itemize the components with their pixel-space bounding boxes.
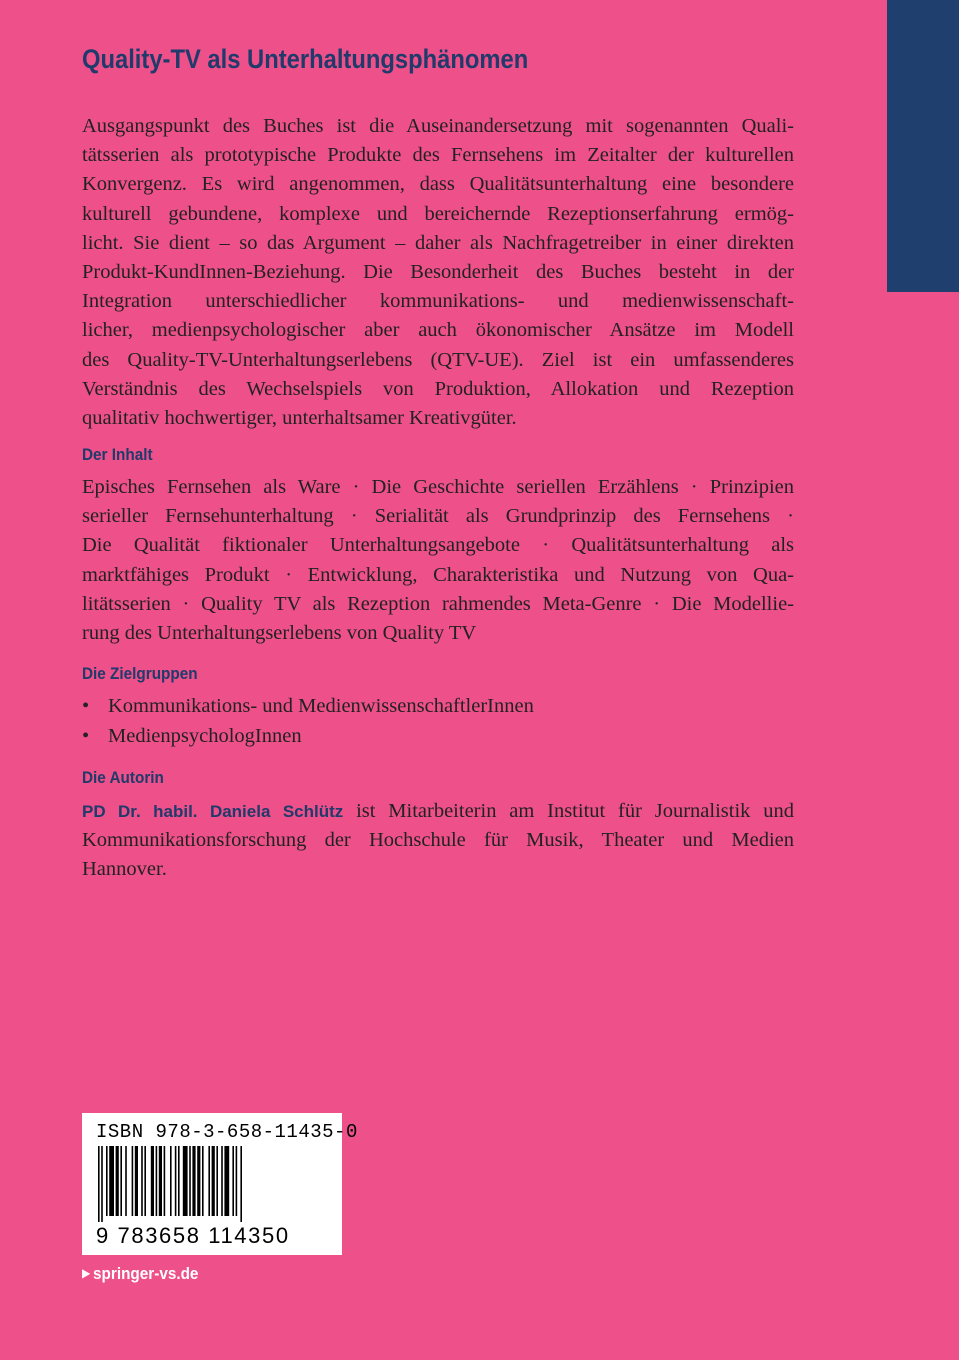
barcode-digits: 9 783658 114350 [96,1223,290,1248]
spine-band [887,0,959,292]
intro-paragraph [82,112,794,433]
audience-heading: Die Zielgruppen [82,664,198,683]
intro-line: kulturell gebundene, komplexe und bereichernde Rezeptionserfahrung ermög- [82,202,794,225]
author-line: Kommunikationsforschung der Hochschule für Musik, Theater und Medien [82,829,794,852]
list-item: • Kommunikations- und MedienwissenschaftlerInnen [82,692,534,722]
contents-line: Die Qualität fiktionaler Unterhaltungsangebote · Qualitätsunterhaltung als [82,534,794,557]
contents-heading: Der Inhalt [82,445,153,464]
contents-line: serieller Fernsehunterhaltung · Serialität als Grundprinzip des Fernsehens · [82,505,794,528]
author-line: PD Dr. habil. Daniela Schlütz ist Mitarbeiterin am Institut für Journalistik und [82,800,794,822]
contents-line: rung des Unterhaltungserlebens von Quality TV [82,622,477,645]
intro-line: Konvergenz. Es wird angenommen, dass Qualitätsunterhaltung eine besondere [82,173,794,196]
contents-paragraph [82,473,794,648]
publisher-url: springer-vs.de [93,1264,199,1283]
contents-line: Episches Fernsehen als Ware · Die Geschichte seriellen Erzählens · Prinzipien [82,476,794,498]
bullet-icon: • [82,724,90,747]
barcode-icon [98,1146,326,1222]
contents-line: marktfähiges Produkt · Entwicklung, Charakteristika und Nutzung von Qua- [82,563,794,586]
intro-line: Produkt-KundInnen-Beziehung. Die Besonderheit des Buches besteht in der [82,261,794,284]
contents-line: litätsserien · Quality TV als Rezeption rahmendes Meta-Genre · Die Modellie- [82,592,794,615]
intro-line: Ausgangspunkt des Buches ist die Auseinandersetzung mit sogenannten Quali- [82,115,794,137]
author-heading: Die Autorin [82,768,164,787]
bullet-icon: • [82,695,90,717]
intro-line: Verständnis des Wechselspiels von Produktion, Allokation und Rezeption [82,377,794,400]
intro-line: licht. Sie dient – so das Argument – daher als Nachfragetreiber in einer direkten [82,231,794,254]
book-title: Quality-TV als Unterhaltungsphänomen [82,44,529,74]
intro-line: licher, medienpsychologischer aber auch ökonomischer Ansätze im Modell [82,319,794,342]
arrow-right-icon: ▶ [82,1266,91,1280]
list-item: • MedienpsychologInnen [82,722,534,752]
audience-list [82,692,534,751]
author-name: PD Dr. habil. Daniela Schlütz [82,802,344,821]
isbn-label: ISBN 978-3-658-11435-0 [96,1121,358,1143]
author-line: Hannover. [82,858,167,881]
intro-line: tätsserien als prototypische Produkte des Fernsehens im Zeitalter der kulturellen [82,144,794,167]
author-paragraph [82,797,794,885]
publisher-link[interactable] [82,1264,198,1284]
intro-line: Integration unterschiedlicher kommunikations- und medienwissenschaft- [82,290,794,313]
intro-line: qualitativ hochwertiger, unterhaltsamer Kreativgüter. [82,407,517,430]
isbn-barcode [82,1113,358,1255]
intro-line: des Quality-TV-Unterhaltungserlebens (QTV-UE). Ziel ist ein umfassenderes [82,348,794,371]
